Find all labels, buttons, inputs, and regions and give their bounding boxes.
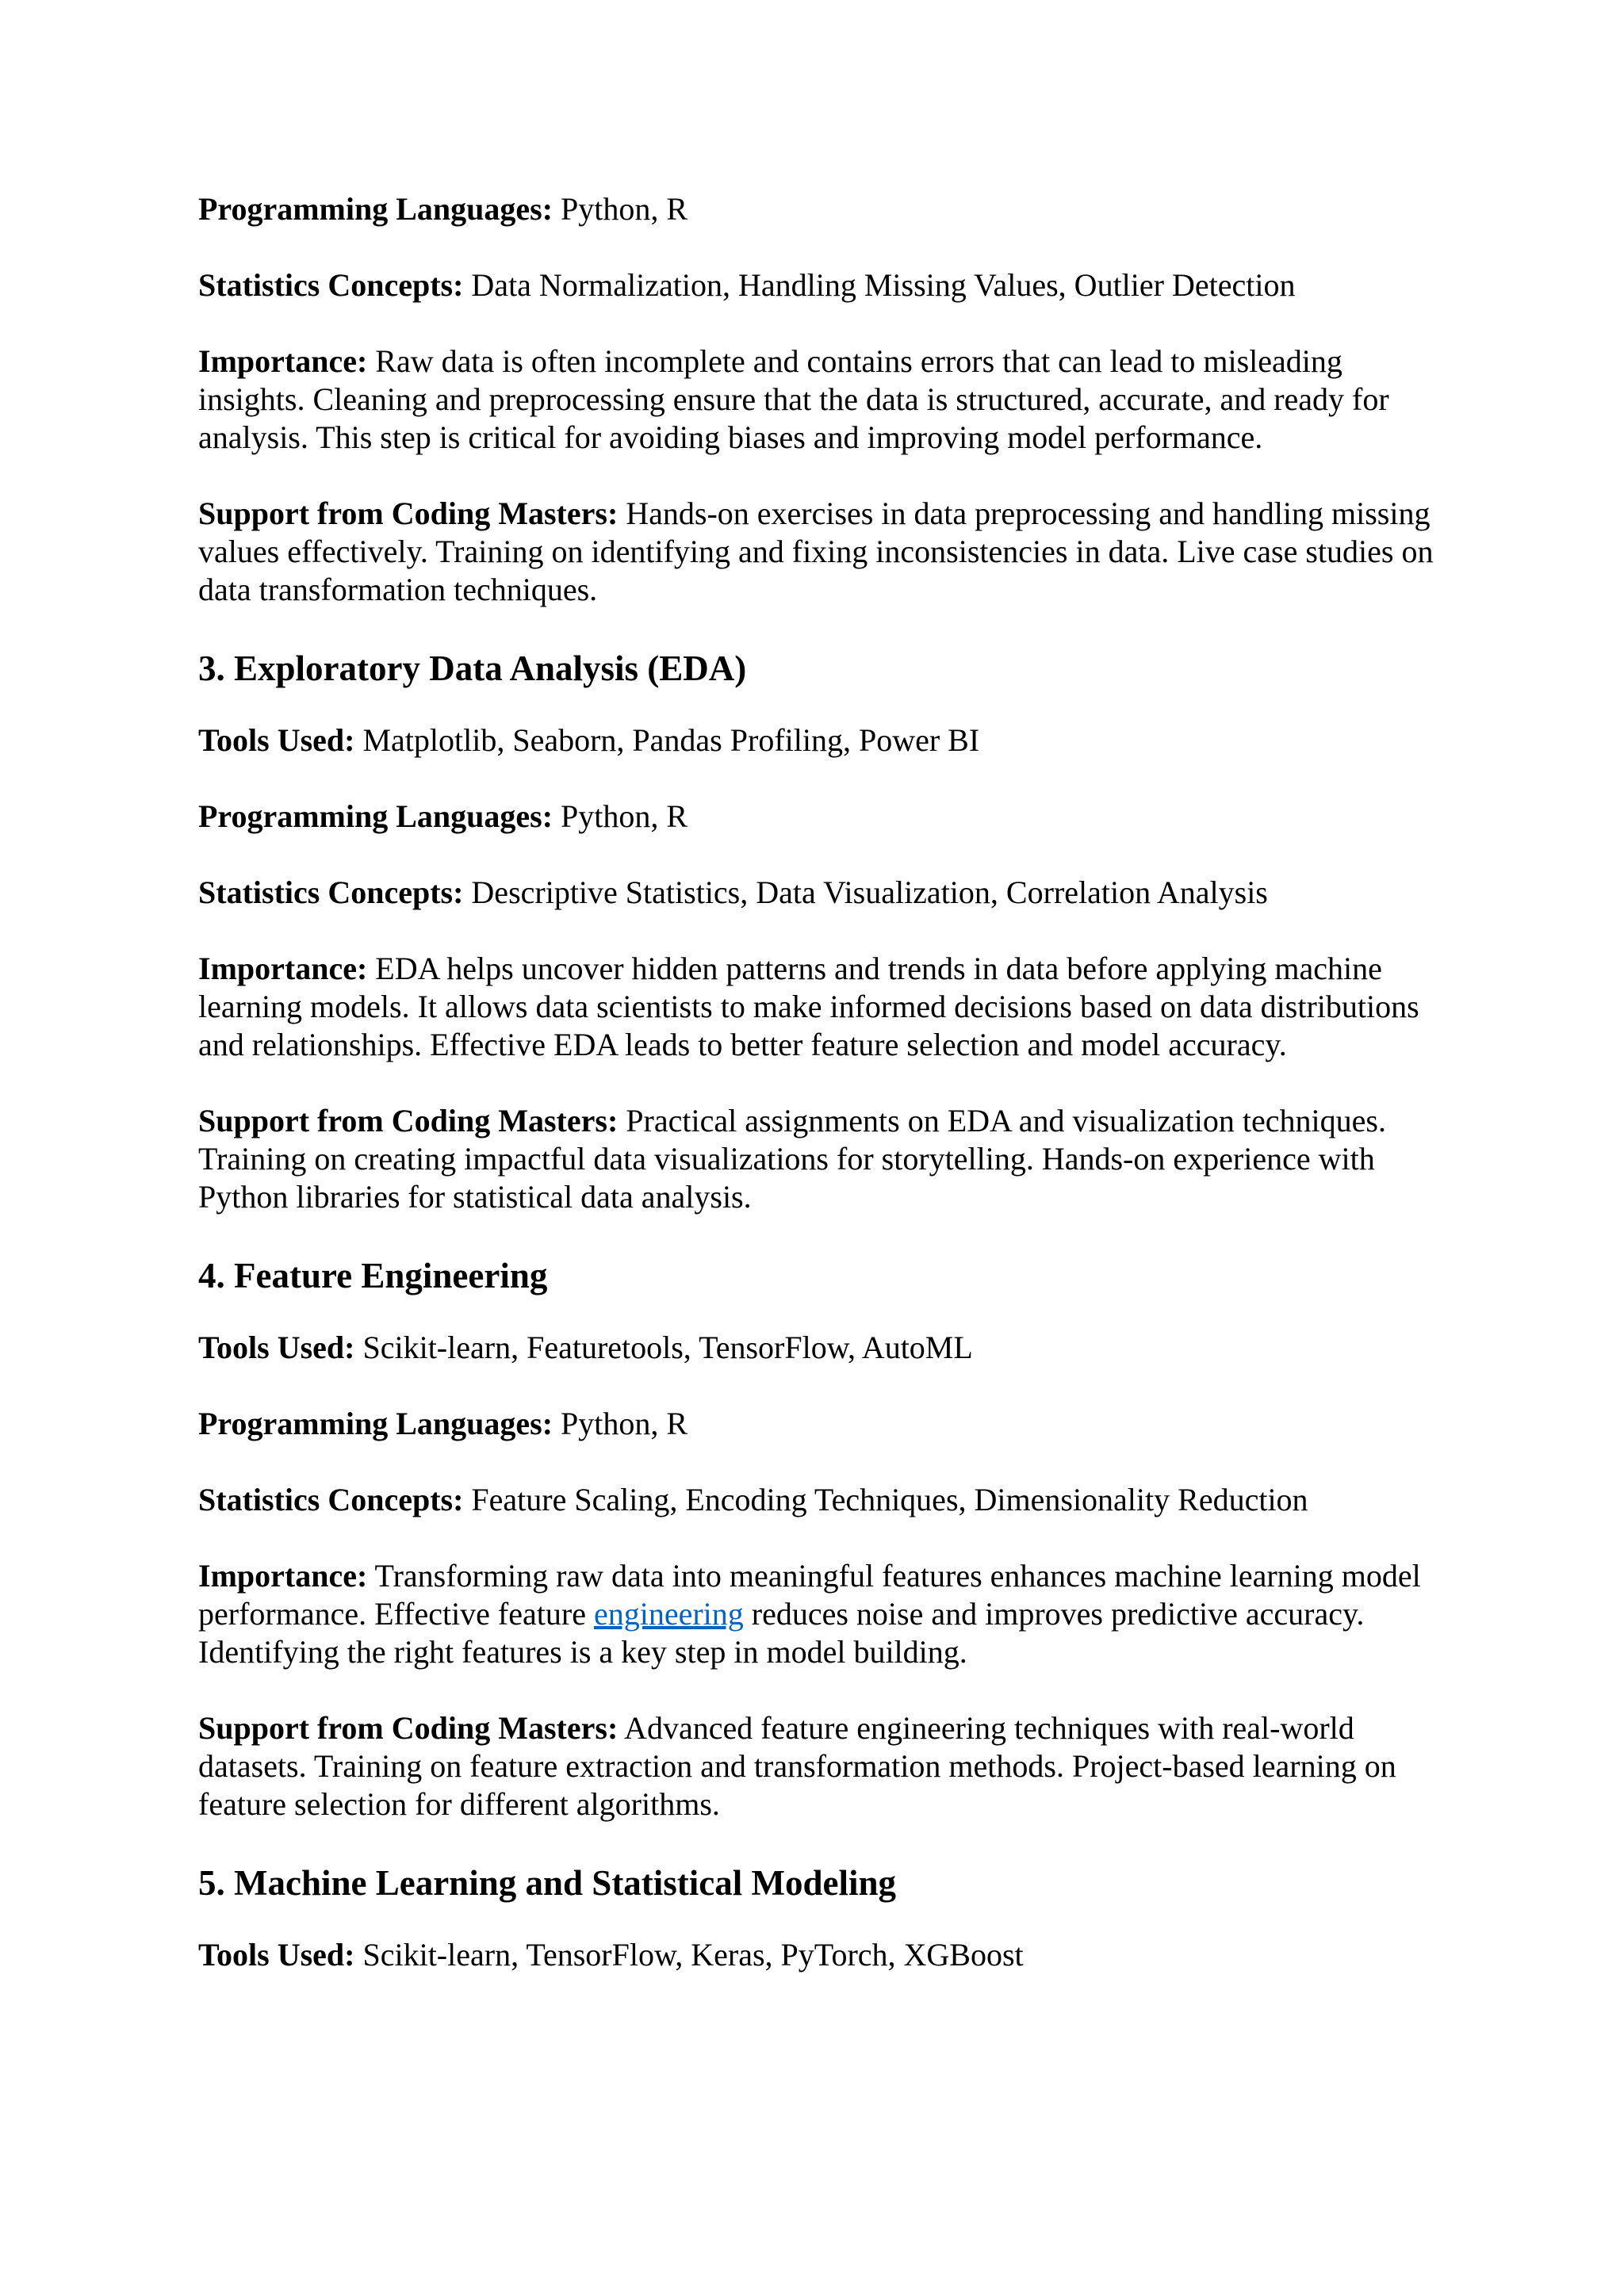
s2-statistics-concepts-text: Data Normalization, Handling Missing Values, Outlier Detection	[463, 267, 1296, 303]
s3-statistics-concepts	[198, 874, 1443, 912]
section-5-heading: 5. Machine Learning and Statistical Modeling	[198, 1863, 897, 1903]
s4-programming-languages-label: Programming Languages:	[198, 1406, 553, 1441]
s2-programming-languages-label: Programming Languages:	[198, 191, 553, 227]
s4-support	[198, 1709, 1443, 1823]
s4-importance-label: Importance:	[198, 1558, 368, 1594]
s4-tools-used-label: Tools Used:	[198, 1330, 355, 1365]
s2-statistics-concepts	[198, 266, 1443, 304]
engineering-link[interactable]: engineering	[593, 1596, 744, 1632]
s2-support	[198, 495, 1443, 609]
s4-support-text: Advanced feature engineering techniques with real-world datasets. Training on feature extraction and transformation methods. Project-based learning on feature selection for different algorithms.	[198, 1710, 1396, 1822]
section-4-heading: 4. Feature Engineering	[198, 1256, 548, 1295]
s4-programming-languages-text: Python, R	[553, 1406, 688, 1441]
s3-statistics-concepts-label: Statistics Concepts:	[198, 874, 464, 910]
s4-tools-used-text: Scikit-learn, Featuretools, TensorFlow, AutoML	[354, 1330, 973, 1365]
s3-programming-languages-label: Programming Languages:	[198, 798, 553, 834]
s4-importance-text-after: reduces noise and improves predictive accuracy. Identifying the right features is a key step in model building.	[198, 1596, 1365, 1670]
s2-programming-languages-text: Python, R	[553, 191, 688, 227]
s2-importance	[198, 342, 1443, 457]
s3-importance-label: Importance:	[198, 951, 368, 986]
s3-importance	[198, 950, 1443, 1064]
s4-statistics-concepts	[198, 1481, 1443, 1519]
s3-tools-used-label: Tools Used:	[198, 722, 355, 758]
s4-tools-used	[198, 1329, 1443, 1367]
s3-tools-used	[198, 721, 1443, 760]
s5-tools-used	[198, 1936, 1443, 1974]
s2-support-label: Support from Coding Masters:	[198, 496, 619, 531]
s5-tools-used-text: Scikit-learn, TensorFlow, Keras, PyTorch, XGBoost	[354, 1937, 1024, 1973]
s5-tools-used-label: Tools Used:	[198, 1937, 355, 1973]
s4-statistics-concepts-label: Statistics Concepts:	[198, 1482, 464, 1517]
s4-programming-languages	[198, 1405, 1443, 1443]
document-body	[198, 190, 1443, 2012]
s3-support-label: Support from Coding Masters:	[198, 1103, 619, 1138]
s3-statistics-concepts-text: Descriptive Statistics, Data Visualization, Correlation Analysis	[463, 874, 1268, 910]
s4-importance	[198, 1557, 1443, 1671]
s2-programming-languages	[198, 190, 1443, 228]
s4-importance-text-before: Transforming raw data into meaningful features enhances machine learning model performance. Effective feature	[198, 1558, 1421, 1632]
s3-support-text: Practical assignments on EDA and visualization techniques. Training on creating impactful data visualizations for storytelling. Hands-on experience with Python libraries for statistical data analysis.	[198, 1103, 1386, 1215]
s3-programming-languages-text: Python, R	[553, 798, 688, 834]
s3-tools-used-text: Matplotlib, Seaborn, Pandas Profiling, Power BI	[354, 722, 980, 758]
section-3-heading: 3. Exploratory Data Analysis (EDA)	[198, 649, 747, 688]
s2-statistics-concepts-label: Statistics Concepts:	[198, 267, 464, 303]
s3-support	[198, 1102, 1443, 1216]
s3-programming-languages	[198, 798, 1443, 836]
s3-importance-text: EDA helps uncover hidden patterns and trends in data before applying machine learning models. It allows data scientists to make informed decisions based on data distributions and relationships. Effective EDA leads to better feature selection and model accuracy.	[198, 951, 1419, 1062]
s2-importance-label: Importance:	[198, 343, 368, 379]
s4-support-label: Support from Coding Masters:	[198, 1710, 619, 1746]
s2-support-text: Hands-on exercises in data preprocessing and handling missing values effectively. Training on identifying and fixing inconsistencies in data. Live case studies on data transformation techniques.	[198, 496, 1434, 607]
s4-statistics-concepts-text: Feature Scaling, Encoding Techniques, Dimensionality Reduction	[463, 1482, 1308, 1517]
s2-importance-text: Raw data is often incomplete and contains errors that can lead to misleading insights. Cleaning and preprocessing ensure that the data is structured, accurate, and ready for analysis. This step is critical for avoiding biases and improving model performance.	[198, 343, 1389, 455]
